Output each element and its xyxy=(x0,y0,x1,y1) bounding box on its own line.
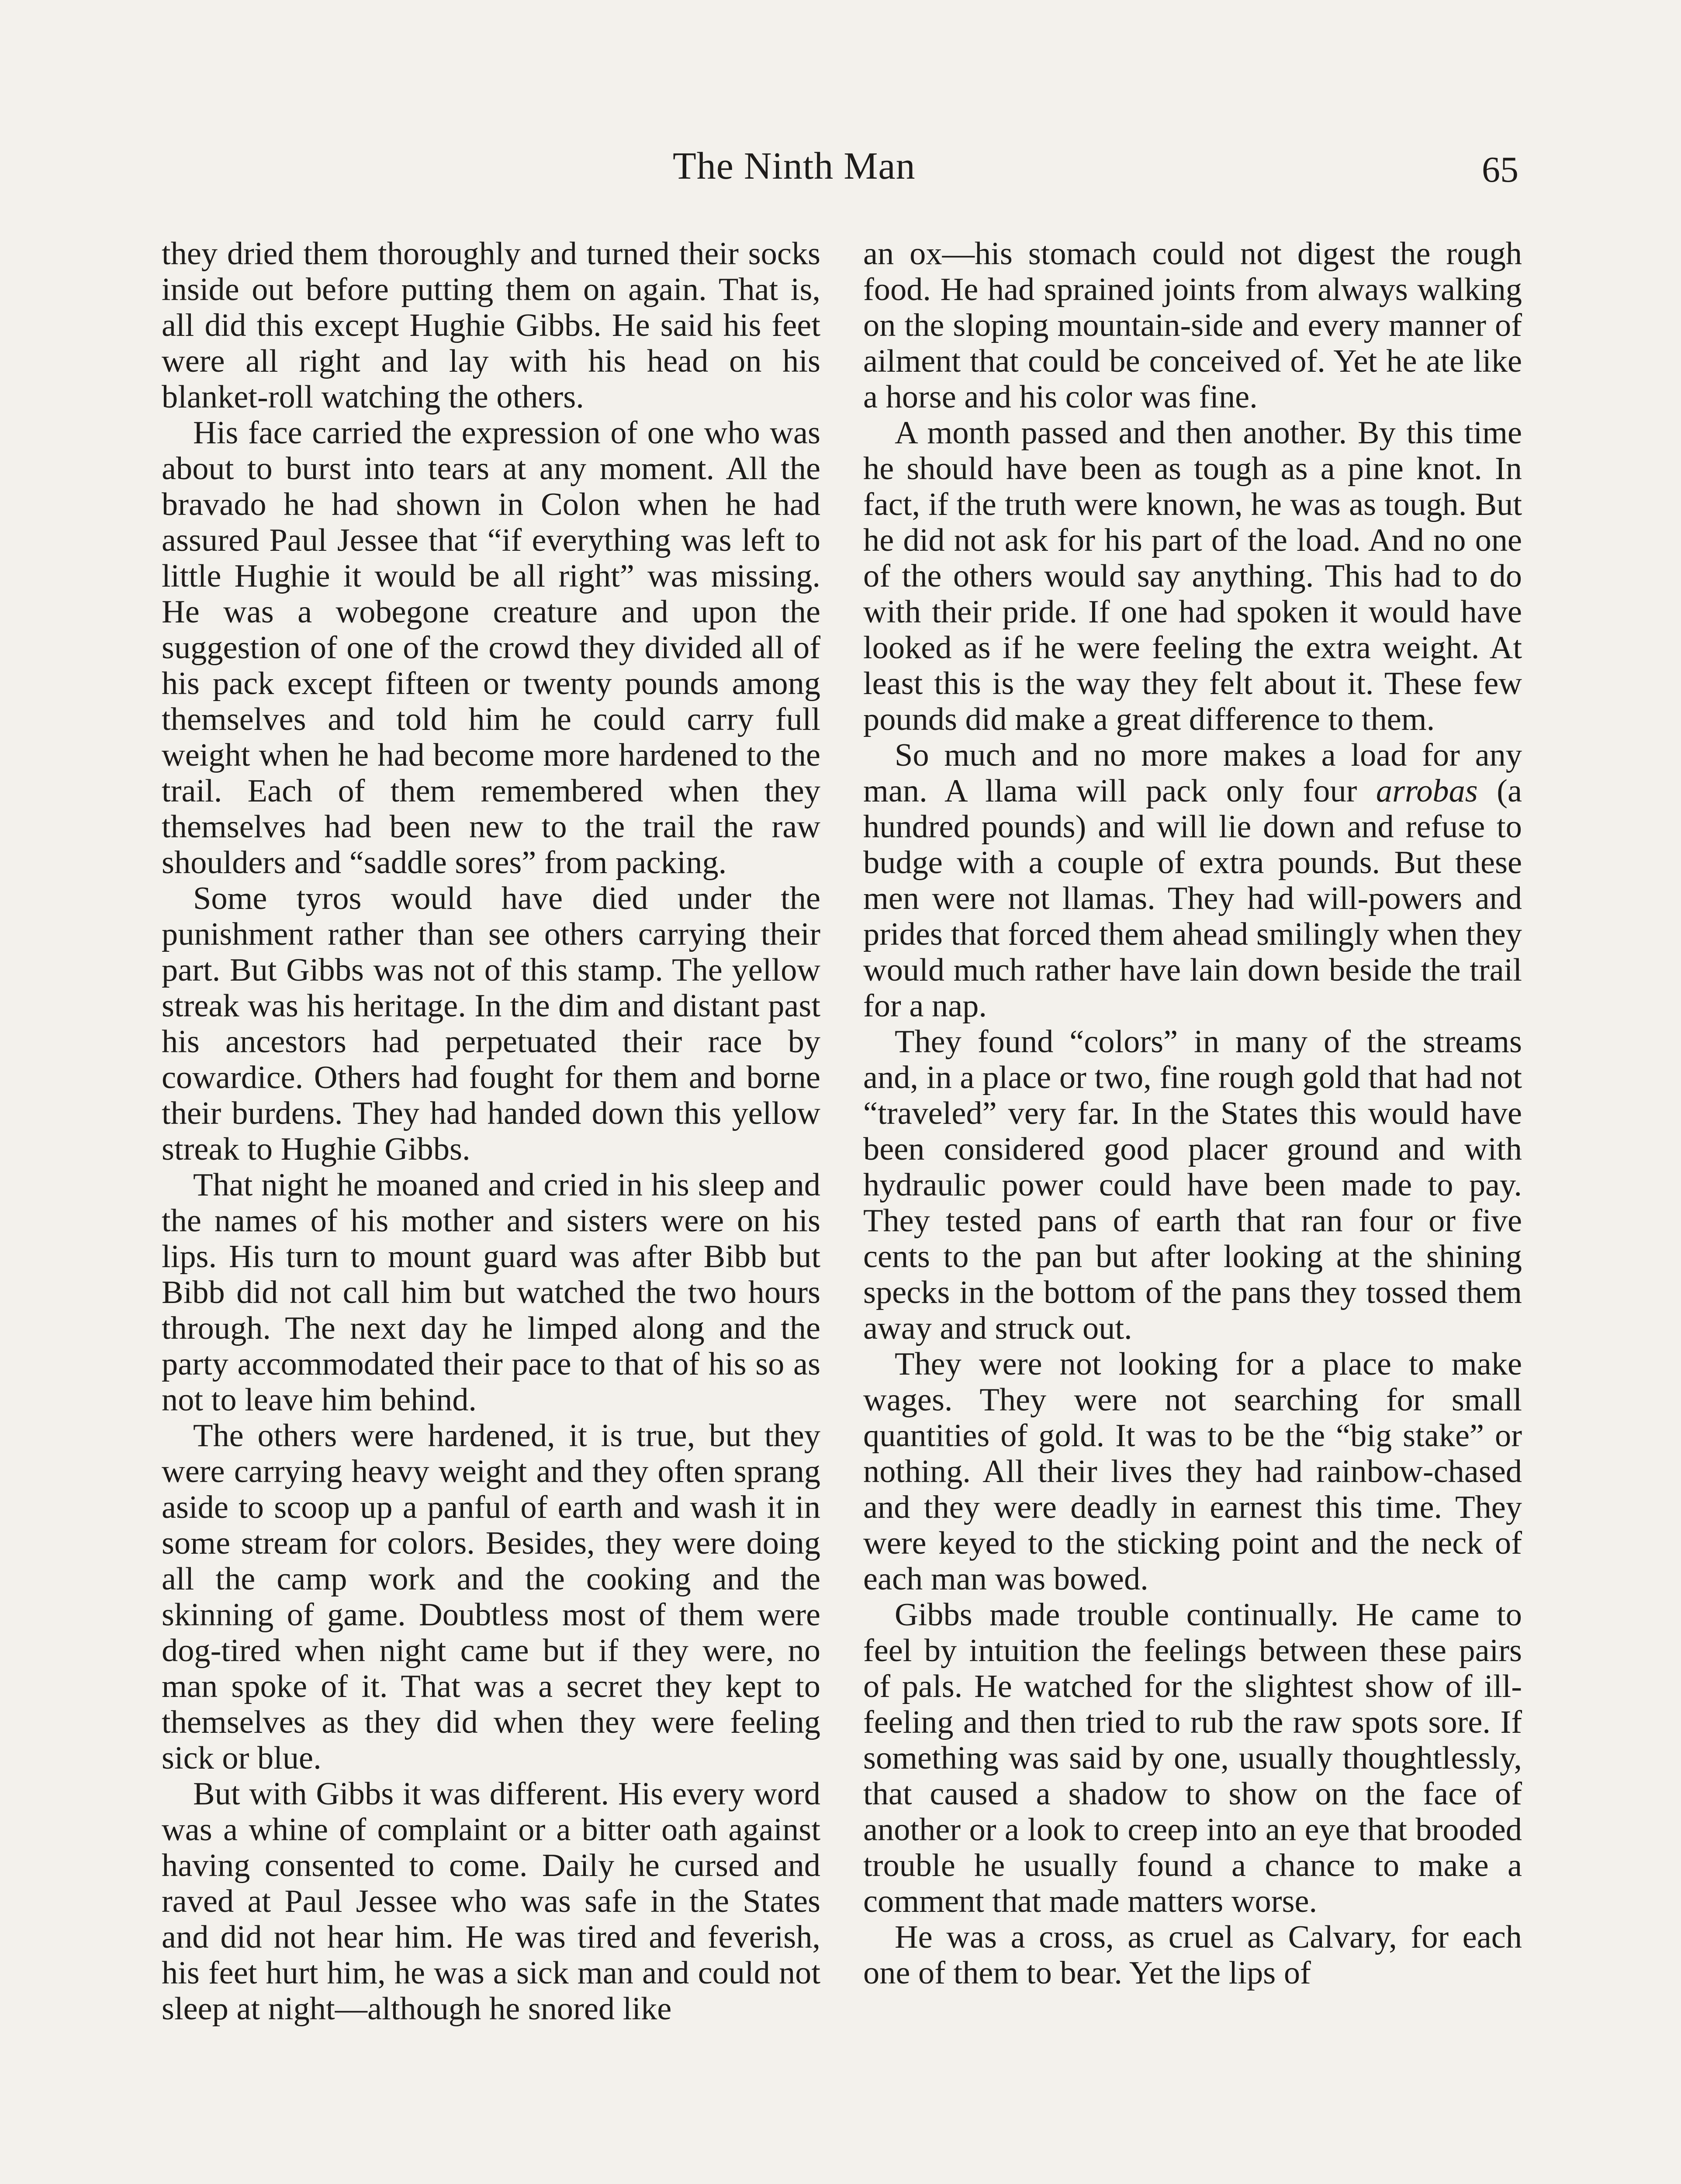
left-column xyxy=(162,236,820,2027)
italic-term: arrobas xyxy=(1376,773,1478,809)
right-column xyxy=(863,236,1522,1991)
paragraph xyxy=(863,737,1522,1024)
paragraph: But with Gibbs it was different. His every word was a whine of complaint or a bitter oath against having consented to come. Daily he cursed and raved at Paul Jessee who was safe in the States and did not hear him. He was tired and feverish, his feet hurt him, he was a sick man and could not sleep at night—although he snored like xyxy=(162,1776,820,2027)
paragraph: His face carried the expression of one who was about to burst into tears at any moment. All the bravado he had shown in Colon when he had assured Paul Jessee that “if everything was left to little Hughie it would be all right” was missing. He was a wobegone creature and upon the suggestion of one of the crowd they divided all of his pack except fifteen or twenty pounds among themselves and told him he could carry full weight when he had become more hardened to the trail. Each of them remembered when they themselves had been new to the trail the raw shoulders and “saddle sores” from packing. xyxy=(162,415,820,881)
paragraph: A month passed and then another. By this time he should have been as tough as a pine knot. In fact, if the truth were known, he was as tough. But he did not ask for his part of the load. And no one of the others would say anything. This had to do with their pride. If one had spoken it would have looked as if he were feeling the extra weight. At least this is the way they felt about it. These few pounds did make a great difference to them. xyxy=(863,415,1522,737)
paragraph: They were not looking for a place to make wages. They were not searching for small quantities of gold. It was to be the “big stake” or nothing. All their lives they had rainbow-chased and they were deadly in earnest this time. They were keyed to the sticking point and the neck of each man was bowed. xyxy=(863,1346,1522,1597)
paragraph-text: So much and no more makes a load for any man. A llama will pack only four xyxy=(863,737,1522,809)
page-number: 65 xyxy=(1482,149,1518,190)
paragraph: Gibbs made trouble continually. He came to feel by intuition the feelings between these pairs of pals. He watched for the slightest show of ill-feeling and then tried to rub the raw spots sore. If something was said by one, usually thoughtlessly, that caused a shadow to show on the face of another or a look to creep into an eye that brooded trouble he usually found a chance to make a comment that made matters worse. xyxy=(863,1597,1522,1919)
paragraph: The others were hardened, it is true, but they were carrying heavy weight and they often sprang aside to scoop up a panful of earth and wash it in some stream for colors. Besides, they were doing all the camp work and the cooking and the skinning of game. Doubtless most of them were dog-tired when night came but if they were, no man spoke of it. That was a secret they kept to themselves as they did when they were feeling sick or blue. xyxy=(162,1418,820,1776)
paragraph: He was a cross, as cruel as Calvary, for each one of them to bear. Yet the lips of xyxy=(863,1919,1522,1991)
running-head-title: The Ninth Man xyxy=(673,145,916,187)
paragraph: they dried them thoroughly and turned their socks inside out before putting them on again. That is, all did this except Hughie Gibbs. He said his feet were all right and lay with his head on his blanket-roll watching the others. xyxy=(162,236,820,415)
paragraph: an ox—his stomach could not digest the rough food. He had sprained joints from always walking on the sloping mountain-side and every manner of ailment that could be conceived of. Yet he ate like a horse and his color was fine. xyxy=(863,236,1522,415)
paragraph: They found “colors” in many of the streams and, in a place or two, fine rough gold that had not “traveled” very far. In the States this would have been considered good placer ground and with hydraulic power could have been made to pay. They tested pans of earth that ran four or five cents to the pan but after looking at the shining specks in the bottom of the pans they tossed them away and struck out. xyxy=(863,1024,1522,1346)
paragraph: That night he moaned and cried in his sleep and the names of his mother and sisters were on his lips. His turn to mount guard was after Bibb but Bibb did not call him but watched the two hours through. The next day he limped along and the party accommodated their pace to that of his so as not to leave him behind. xyxy=(162,1167,820,1418)
paragraph: Some tyros would have died under the punishment rather than see others carrying their part. But Gibbs was not of this stamp. The yellow streak was his heritage. In the dim and distant past his ancestors had perpetuated their race by cowardice. Others had fought for them and borne their burdens. They had handed down this yellow streak to Hughie Gibbs. xyxy=(162,881,820,1167)
paragraph-text: (a hundred pounds) and will lie down and refuse to budge with a couple of extra pounds. But these men were not llamas. They had will-powers and prides that forced them ahead smilingly when they would much rather have lain down beside the trail for a nap. xyxy=(863,773,1522,1024)
